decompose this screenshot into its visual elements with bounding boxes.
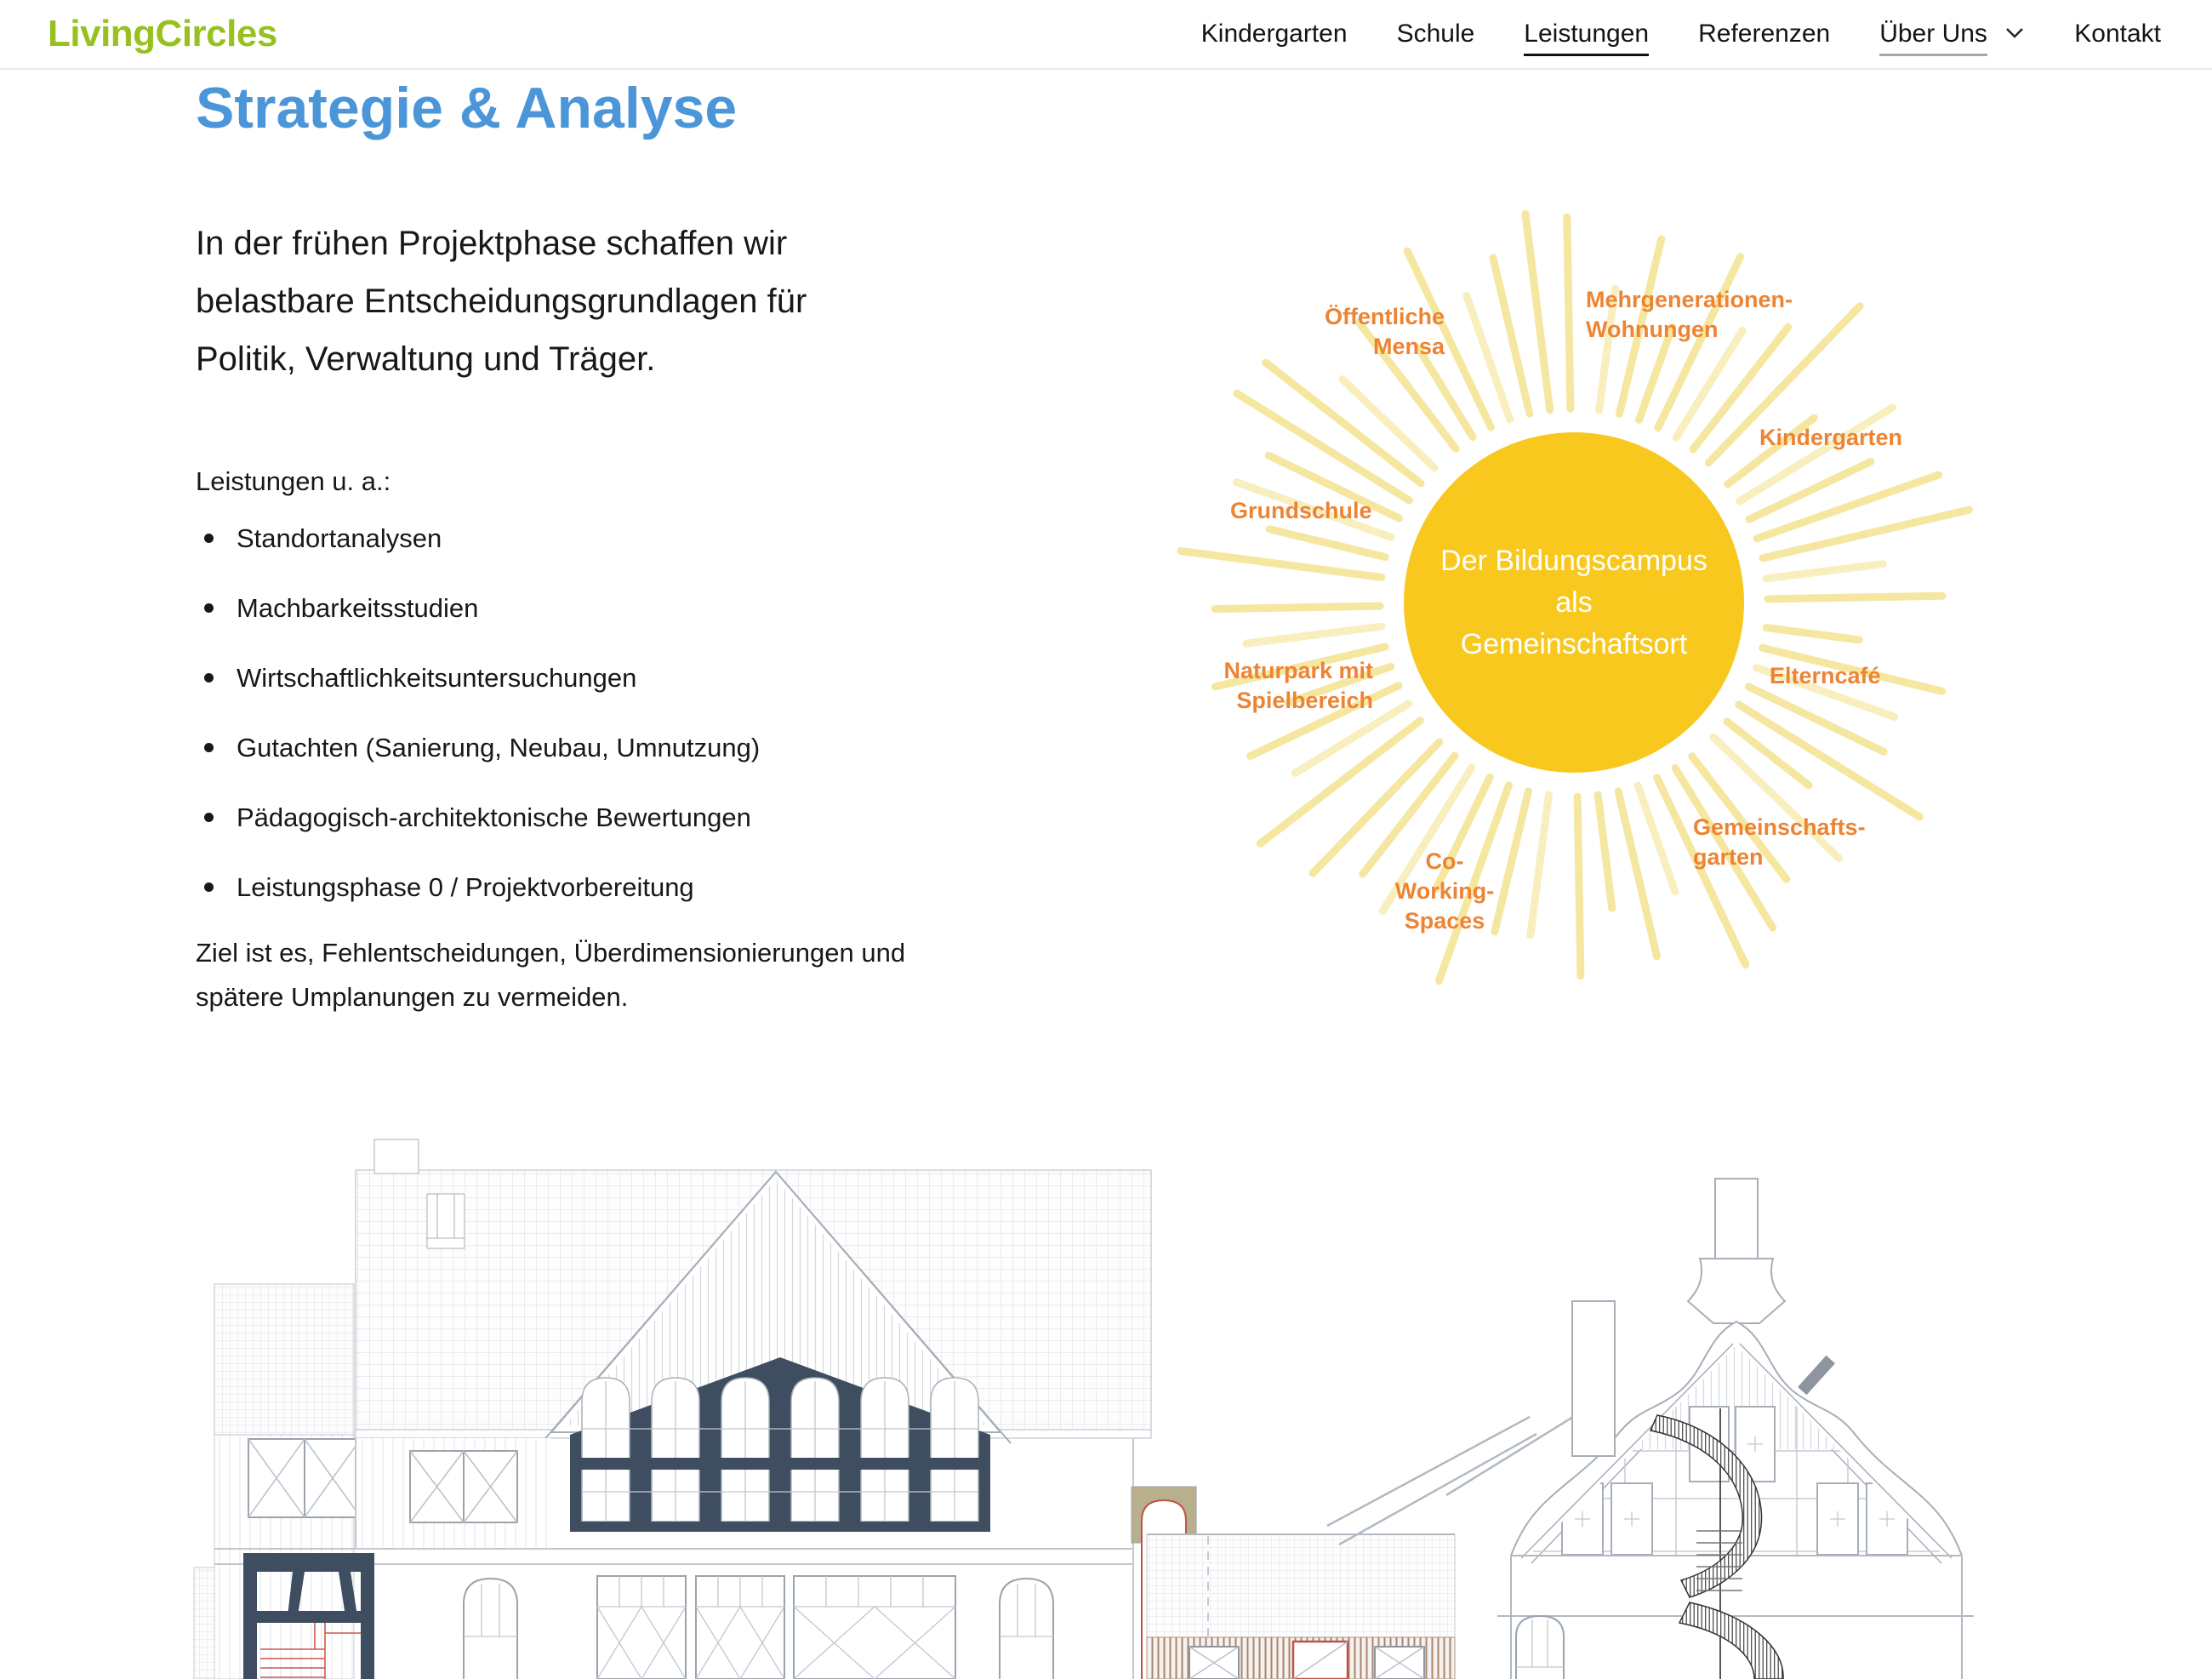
sun-label-kindergarten: Kindergarten <box>1759 425 1903 450</box>
sun-diagram <box>1174 207 1982 1011</box>
list-item: Gutachten (Sanierung, Neubau, Umnutzung) <box>196 732 760 764</box>
chevron-down-icon <box>2004 26 2025 40</box>
list-item: Wirtschaftlichkeitsuntersuchungen <box>196 662 760 694</box>
list-item: Standortanalysen <box>196 523 760 555</box>
sun-label-oeffentliche-mensa: Öffentliche Mensa <box>1324 304 1445 359</box>
page-title: Strategie & Analyse <box>196 76 738 140</box>
nav-kindergarten[interactable]: Kindergarten <box>1200 20 1348 48</box>
architecture-elevation-drawing <box>0 1126 2212 1679</box>
header <box>0 0 2212 70</box>
nav-ueber-uns[interactable]: Über Uns <box>1879 20 2025 49</box>
sun-label-co-working-spaces: Co-Working- Spaces <box>1394 848 1495 934</box>
sun-label-naturpark-spielbereich: Naturpark mit Spielbereich <box>1223 658 1373 713</box>
nav-schule[interactable]: Schule <box>1396 20 1475 48</box>
sun-label-gemeinschaftsgarten: Gemeinschafts- garten <box>1693 814 1866 870</box>
sun-center-text: Der Bildungscampus als Gemeinschaftsort <box>1440 545 1707 660</box>
services-list-label: Leistungen u. a.: <box>196 466 391 496</box>
sun-label-grundschule: Grundschule <box>1230 498 1372 523</box>
nav-referenzen[interactable]: Referenzen <box>1698 20 1831 48</box>
list-item: Pädagogisch-architektonische Bewertungen <box>196 802 760 834</box>
logo[interactable]: LivingCircles <box>48 13 277 54</box>
main-nav <box>1201 20 2161 49</box>
closing-paragraph: Ziel ist es, Fehlentscheidungen, Überdimensionierungen und spätere Umplanungen zu vermeiden. <box>196 938 906 1012</box>
intro-paragraph: In der frühen Projektphase schaffen wir belastbare Entscheidungsgrundlagen für Politik, Verwaltung und Träger. <box>196 225 807 378</box>
sun-label-mehrgenerationen-wohnungen: Mehrgenerationen- Wohnungen <box>1586 287 1793 342</box>
services-list <box>196 523 760 941</box>
nav-kontakt[interactable]: Kontakt <box>2074 20 2161 48</box>
list-item: Machbarkeitsstudien <box>196 592 760 625</box>
nav-leistungen[interactable]: Leistungen <box>1524 20 1649 49</box>
sun-label-elterncafe: Elterncafé <box>1770 663 1881 688</box>
list-item: Leistungsphase 0 / Projektvorbereitung <box>196 871 760 904</box>
